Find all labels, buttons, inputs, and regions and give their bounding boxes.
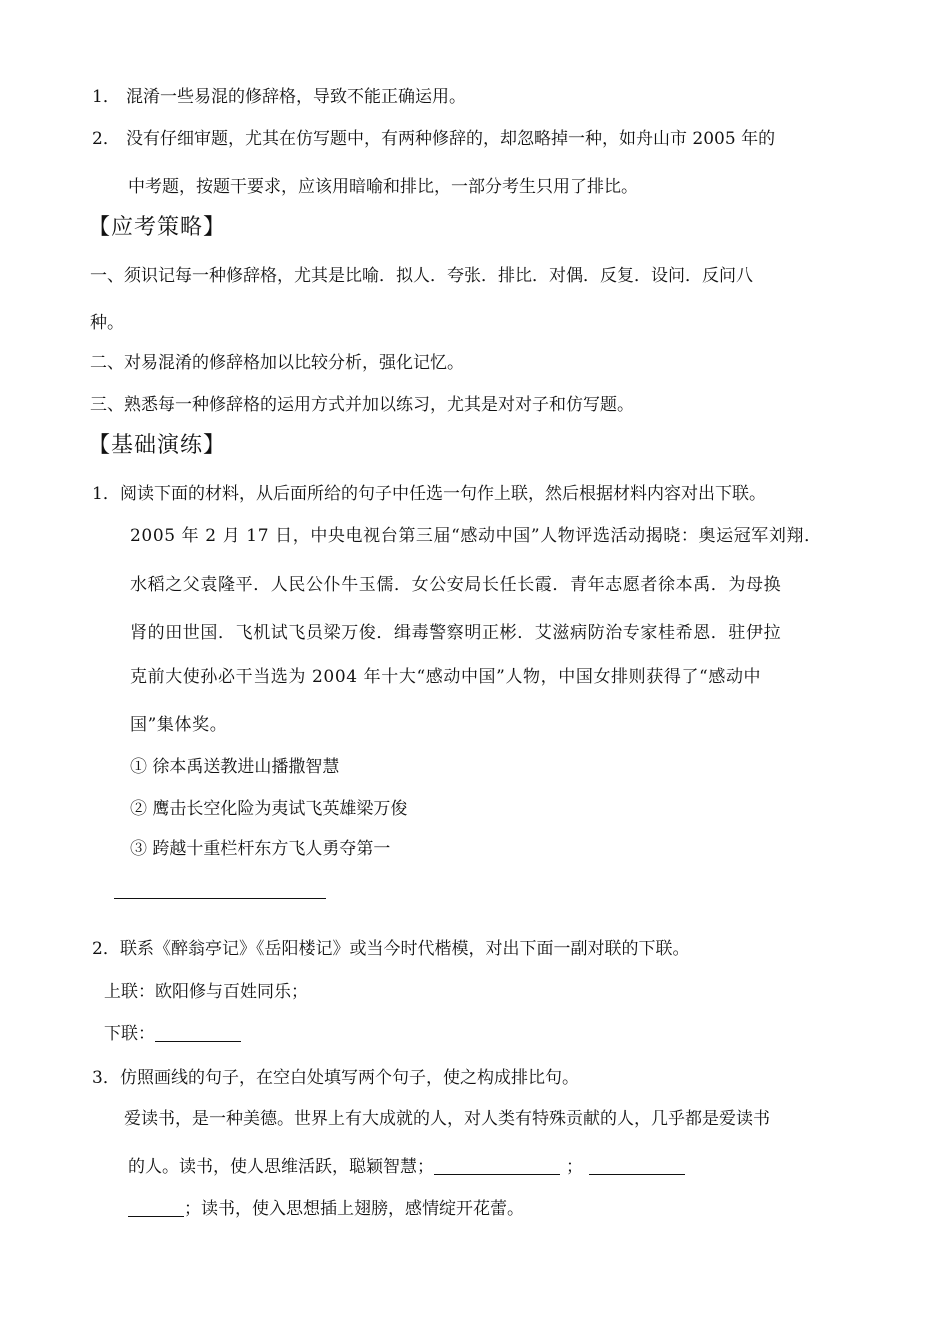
question-1	[92, 483, 766, 505]
separator: ；	[566, 1157, 583, 1177]
question-number: 2．	[92, 939, 120, 959]
material-line-1: 2005 年 2 月 17 日，中央电视台第三届“感动中国”人物评选活动揭晓：奥运冠军刘翔．	[130, 526, 822, 546]
material-line-3: 肾的田世国．飞机试飞员梁万俊．缉毒警察明正彬．艾滋病防治专家桂希恩．驻伊拉	[130, 623, 782, 643]
mistake-item-2	[92, 128, 775, 150]
item-number: 2．	[92, 129, 120, 149]
strategy-heading: 【应考策略】	[88, 215, 227, 240]
question-3	[92, 1067, 579, 1089]
material-line-2: 水稻之父袁隆平．人民公仆牛玉儒．女公安局长任长霞．青年志愿者徐本禹．为母换	[130, 575, 782, 595]
answer-blank-q3-b[interactable]	[589, 1156, 685, 1175]
passage-line-1: 爱读书，是一种美德。世界上有大成就的人，对人类有特殊贡献的人，几乎都是爱读书	[124, 1109, 770, 1129]
mistake-item-1	[92, 86, 466, 108]
passage-line-3	[128, 1198, 524, 1220]
question-prompt: 联系《醉翁亭记》《岳阳楼记》或当今时代楷模，对出下面一副对联的下联。	[120, 939, 690, 959]
answer-blank-q2[interactable]	[155, 1023, 241, 1042]
question-prompt: 仿照画线的句子，在空白处填写两个句子，使之构成排比句。	[120, 1068, 579, 1088]
item-text: 没有仔细审题，尤其在仿写题中，有两种修辞的，却忽略掉一种，如舟山市 2005 年的	[126, 129, 776, 149]
question-2	[92, 938, 690, 960]
strategy-item-3: 三、熟悉每一种修辞格的运用方式并加以练习，尤其是对对子和仿写题。	[90, 395, 634, 415]
strategy-item-1: 一、须识记每一种修辞格，尤其是比喻．拟人．夸张．排比．对偶．反复．设问．反问八	[90, 266, 753, 286]
passage-line-2	[128, 1156, 685, 1178]
mistake-item-2-continued: 中考题，按题干要求，应该用暗喻和排比，一部分考生只用了排比。	[128, 177, 638, 197]
lower-couplet-label: 下联：	[104, 1024, 155, 1044]
lower-couplet	[104, 1023, 241, 1045]
practice-heading: 【基础演练】	[88, 433, 227, 458]
material-line-5: 国”集体奖。	[130, 715, 228, 735]
answer-blank-q1[interactable]	[114, 898, 326, 899]
question-number: 1．	[92, 484, 120, 504]
option-2: ② 鹰击长空化险为夷试飞英雄梁万俊	[130, 799, 408, 819]
material-line-4: 克前大使孙必干当选为 2004 年十大“感动中国”人物，中国女排则获得了“感动中	[130, 667, 762, 687]
answer-blank-q3-a[interactable]	[434, 1156, 560, 1175]
question-prompt: 阅读下面的材料，从后面所给的句子中任选一句作上联，然后根据材料内容对出下联。	[120, 484, 766, 504]
item-text: 混淆一些易混的修辞格，导致不能正确运用。	[126, 87, 466, 107]
strategy-item-2: 二、对易混淆的修辞格加以比较分析，强化记忆。	[90, 353, 464, 373]
question-number: 3．	[92, 1068, 120, 1088]
item-number: 1．	[92, 87, 120, 107]
option-1: ① 徐本禹送教进山播撒智慧	[130, 757, 340, 777]
answer-blank-q3-c[interactable]	[128, 1198, 184, 1217]
passage-text: ；读书，使入思想插上翅膀，感情绽开花蕾。	[184, 1199, 524, 1219]
passage-text: 的人。读书，使人思维活跃，聪颖智慧；	[128, 1157, 434, 1177]
upper-couplet: 上联：欧阳修与百姓同乐；	[104, 982, 308, 1002]
strategy-item-1-continued: 种。	[90, 313, 124, 333]
option-3: ③ 跨越十重栏杆东方飞人勇夺第一	[130, 839, 391, 859]
